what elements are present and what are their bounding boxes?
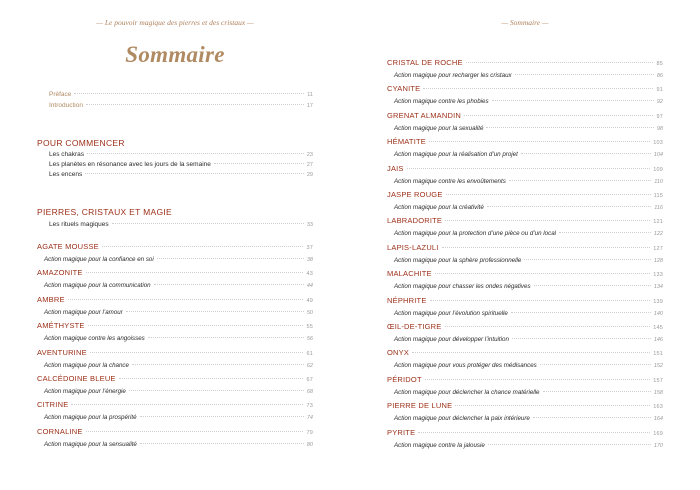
stone-name: AMBRE bbox=[37, 294, 65, 304]
stone-name: LABRADORITE bbox=[387, 216, 443, 226]
page-number: 97 bbox=[656, 113, 663, 120]
action-entry[interactable] bbox=[394, 230, 663, 237]
page-number: 92 bbox=[656, 99, 663, 106]
stone-entry[interactable] bbox=[387, 190, 663, 199]
stone-name: AMAZONITE bbox=[37, 268, 83, 278]
stone-name: HÉMATITE bbox=[387, 137, 426, 147]
stone-name: AGATE MOUSSE bbox=[37, 242, 99, 251]
action-label: Action magique pour la créativité bbox=[394, 204, 484, 211]
stone-entry[interactable] bbox=[387, 401, 663, 410]
page-number: 50 bbox=[306, 309, 313, 316]
page-number: 140 bbox=[653, 310, 663, 317]
page-number: 128 bbox=[653, 257, 663, 264]
page-number: 68 bbox=[306, 389, 313, 395]
page-number: 170 bbox=[653, 442, 663, 449]
page-number: 163 bbox=[653, 404, 663, 411]
page-number: 49 bbox=[306, 297, 313, 304]
page-number: 109 bbox=[653, 166, 663, 173]
action-label: Action magique contre les phobies bbox=[394, 98, 489, 106]
action-entry[interactable] bbox=[394, 389, 663, 396]
toc-entry-preface[interactable]: Préface 11 bbox=[49, 91, 313, 98]
page-number: 133 bbox=[653, 272, 663, 279]
running-head: — Sommaire — bbox=[501, 18, 549, 27]
stone-name: CORNALINE bbox=[37, 426, 83, 436]
stone-entry[interactable] bbox=[37, 268, 313, 277]
action-entry[interactable] bbox=[44, 256, 313, 263]
action-label: Action magique pour recharger les cristaux bbox=[394, 72, 512, 79]
action-entry[interactable] bbox=[44, 282, 313, 289]
stone-entry[interactable] bbox=[387, 58, 663, 67]
stone-entry[interactable] bbox=[37, 242, 313, 251]
action-entry[interactable] bbox=[394, 125, 663, 132]
action-label: Action magique pour l’évolution spirituelle bbox=[394, 309, 508, 317]
stone-entry[interactable] bbox=[37, 427, 313, 436]
page-number: 115 bbox=[653, 193, 663, 199]
page-number: 146 bbox=[653, 337, 663, 343]
page-number: 86 bbox=[656, 73, 663, 79]
stone-entry[interactable] bbox=[37, 348, 313, 357]
action-label: Action magique pour la sexualité bbox=[394, 124, 484, 132]
stone-entry[interactable] bbox=[37, 321, 313, 330]
page-number: 38 bbox=[306, 257, 313, 263]
toc-entry[interactable]: Les chakras 23 bbox=[49, 151, 313, 158]
stone-name: CYANITE bbox=[387, 84, 421, 94]
action-label: Action magique pour chasser les ondes négatives bbox=[394, 283, 531, 291]
stone-name: AMÉTHYSTE bbox=[37, 321, 85, 331]
stone-name: NÉPHRITE bbox=[387, 295, 427, 305]
action-entry[interactable] bbox=[44, 362, 313, 369]
page-number: 158 bbox=[653, 389, 663, 396]
action-entry[interactable] bbox=[394, 442, 663, 449]
right-page bbox=[350, 0, 700, 490]
page-number: 139 bbox=[653, 298, 663, 305]
action-entry[interactable] bbox=[394, 204, 663, 211]
page-number: 103 bbox=[653, 140, 663, 147]
page-number: 98 bbox=[656, 125, 663, 132]
page-number: 74 bbox=[306, 415, 313, 422]
page-number: 56 bbox=[306, 336, 313, 343]
stone-name: CALCÉDOINE BLEUE bbox=[37, 374, 116, 383]
page-number: 145 bbox=[653, 325, 663, 331]
stone-name: JAIS bbox=[387, 163, 404, 173]
action-entry[interactable] bbox=[394, 415, 663, 422]
stone-entry[interactable] bbox=[387, 269, 663, 278]
action-label: Action magique pour la sphère professionnelle bbox=[394, 256, 522, 264]
action-entry[interactable] bbox=[394, 283, 663, 290]
page-number: 127 bbox=[653, 245, 663, 252]
action-entry[interactable] bbox=[394, 336, 663, 343]
action-entry[interactable] bbox=[394, 151, 663, 158]
page-number: 164 bbox=[653, 416, 663, 423]
stone-entry[interactable] bbox=[387, 84, 663, 93]
running-head: — Le pouvoir magique des pierres et des cristaux — bbox=[96, 18, 254, 27]
action-label: Action magique pour la communication bbox=[44, 282, 151, 290]
action-entry[interactable] bbox=[44, 335, 313, 342]
page-number: 91 bbox=[656, 87, 663, 94]
page-number: 116 bbox=[654, 205, 663, 211]
action-entry[interactable] bbox=[394, 257, 663, 264]
stone-name: AVENTURINE bbox=[37, 347, 87, 357]
stone-name: PÉRIDOT bbox=[387, 374, 422, 384]
stone-name: PYRITE bbox=[387, 427, 416, 437]
stone-name: LAPIS-LAZULI bbox=[387, 242, 439, 252]
page-number: 122 bbox=[653, 231, 663, 238]
stone-entry[interactable] bbox=[37, 374, 313, 383]
action-entry[interactable] bbox=[394, 72, 663, 79]
action-label: Action magique pour la réalisation d’un projet bbox=[394, 151, 518, 159]
action-label: Action magique pour la chance bbox=[44, 361, 129, 369]
action-entry[interactable] bbox=[44, 414, 313, 421]
page-number: 85 bbox=[656, 61, 663, 67]
page-number: 134 bbox=[653, 284, 663, 291]
stone-entry[interactable] bbox=[387, 348, 663, 357]
page-title: Sommaire bbox=[125, 42, 225, 67]
stone-name: MALACHITE bbox=[387, 269, 432, 279]
stone-entry[interactable] bbox=[387, 216, 663, 225]
page-number: 73 bbox=[306, 403, 313, 410]
stone-name: CRISTAL DE ROCHE bbox=[387, 58, 463, 67]
stone-entry[interactable] bbox=[37, 400, 313, 409]
stone-entry[interactable] bbox=[387, 137, 663, 146]
page-number: 43 bbox=[306, 271, 313, 278]
action-label: Action magique pour l’énergie bbox=[44, 388, 126, 395]
toc-entry[interactable]: Les planètes en résonance avec les jours de la semaine 27 bbox=[49, 161, 313, 168]
section-heading: POUR COMMENCER bbox=[37, 138, 125, 148]
page-number: 169 bbox=[653, 430, 663, 437]
page-number: 151 bbox=[653, 351, 663, 358]
action-label: Action magique pour la confiance en soi bbox=[44, 256, 154, 263]
stone-entry[interactable] bbox=[387, 111, 663, 120]
page-number: 37 bbox=[306, 245, 313, 251]
action-label: Action magique pour la prospérité bbox=[44, 414, 137, 422]
stone-name: CITRINE bbox=[37, 400, 69, 410]
action-entry[interactable] bbox=[44, 309, 313, 316]
page-number: 79 bbox=[306, 429, 313, 436]
page-number: 152 bbox=[653, 363, 663, 370]
page-number: 110 bbox=[654, 178, 663, 185]
stone-name: ŒIL-DE-TIGRE bbox=[387, 322, 442, 331]
page-number: 67 bbox=[306, 377, 313, 383]
page-number: 61 bbox=[306, 350, 313, 357]
action-label: Action magique pour l’amour bbox=[44, 308, 123, 316]
page-number: 62 bbox=[306, 362, 313, 369]
action-label: Action magique pour vous protéger des médisances bbox=[394, 362, 537, 370]
action-label: Action magique contre les envoûtements bbox=[394, 177, 506, 185]
action-label: Action magique pour développer l’intuition bbox=[394, 336, 509, 343]
section-heading: PIERRES, CRISTAUX ET MAGIE bbox=[37, 207, 173, 217]
action-label: Action magique contre la jalousie bbox=[394, 441, 485, 449]
page-number: 157 bbox=[653, 377, 663, 384]
stone-name: ONYX bbox=[387, 348, 410, 358]
action-entry[interactable] bbox=[394, 98, 663, 105]
stone-entry[interactable] bbox=[387, 243, 663, 252]
page-number: 80 bbox=[306, 441, 313, 448]
toc-entry-introduction[interactable]: Introduction 17 bbox=[49, 102, 313, 109]
action-label: Action magique pour déclencher la chance matérielle bbox=[394, 388, 540, 396]
action-label: Action magique pour la sensualité bbox=[44, 440, 137, 448]
stone-entry[interactable] bbox=[387, 296, 663, 305]
action-label: Action magique pour la protection d’une pièce ou d’un local bbox=[394, 230, 557, 238]
stone-name: GRENAT ALMANDIN bbox=[387, 110, 461, 120]
action-label: Action magique pour déclencher la paix intérieure bbox=[394, 415, 530, 423]
stone-entry[interactable] bbox=[37, 295, 313, 304]
stone-entry[interactable] bbox=[387, 164, 663, 173]
page-number: 104 bbox=[653, 152, 663, 159]
action-entry[interactable] bbox=[394, 362, 663, 369]
action-entry[interactable] bbox=[44, 388, 313, 395]
action-label: Action magique contre les angoisses bbox=[44, 335, 145, 343]
action-entry[interactable] bbox=[44, 441, 313, 448]
page-number: 121 bbox=[653, 219, 663, 226]
stone-entry[interactable] bbox=[387, 375, 663, 384]
stone-name: PIERRE DE LUNE bbox=[387, 401, 453, 411]
stone-name: JASPE ROUGE bbox=[387, 190, 443, 199]
stone-entry[interactable] bbox=[387, 322, 663, 331]
toc-entry[interactable]: Les rituels magiques 33 bbox=[49, 221, 313, 228]
action-entry[interactable] bbox=[394, 178, 663, 185]
stone-entry[interactable] bbox=[387, 428, 663, 437]
page-number: 44 bbox=[306, 283, 313, 290]
action-entry[interactable] bbox=[394, 310, 663, 317]
toc-entry[interactable]: Les encens 29 bbox=[49, 171, 313, 178]
page-number: 55 bbox=[306, 324, 313, 331]
